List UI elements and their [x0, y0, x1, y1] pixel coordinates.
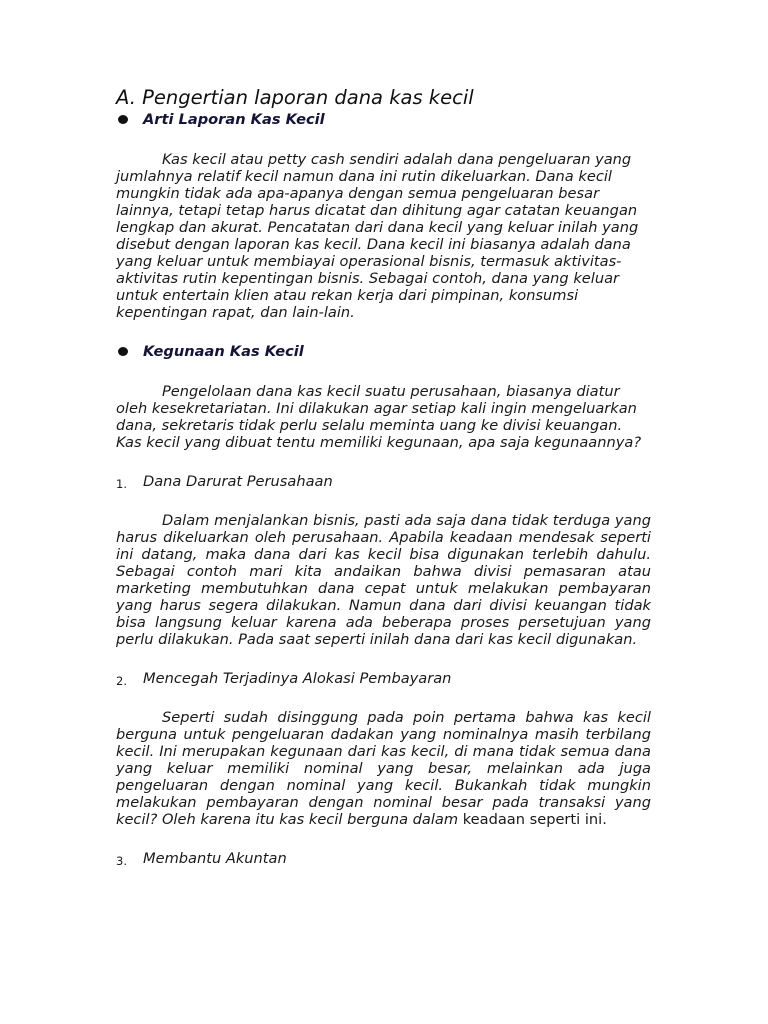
- list-item-3: [116, 850, 651, 868]
- list-item-label: Dana Darurat Perusahaan: [143, 473, 333, 490]
- bullet-icon: [118, 347, 128, 356]
- section-heading-label: Kegunaan Kas Kecil: [143, 343, 304, 360]
- section-heading-kegunaan: [116, 343, 651, 361]
- paragraph-mencegah: [116, 709, 651, 828]
- list-number: 1.: [116, 477, 127, 491]
- section-heading-label: Arti Laporan Kas Kecil: [143, 111, 325, 128]
- paragraph-kegunaan: Pengelolaan dana kas kecil suatu perusahaan, biasanya diatur oleh kesekretariatan. Ini dilakukan agar setiap kali ingin mengeluarkan dana, sekretaris tidak perlu selalu meminta uang ke divisi keuangan. Kas kecil yang dibuat tentu memiliki kegunaan, apa saja kegunaannya?: [116, 383, 642, 451]
- paragraph-body: Seperti sudah disinggung pada poin pertama bahwa kas kecil berguna untuk pengeluaran dadakan yang nominalnya masih terbilang kecil. Ini merupakan kegunaan dari kas kecil, di mana tidak semua dana yang keluar memiliki nominal yang besar, melainkan ada juga pengeluaran dengan nominal yang kecil. Bukankah tidak mungkin melakukan pembayaran dengan nominal besar pada transaksi yang kecil? Oleh karena itu kas kecil berguna dalam: [116, 709, 651, 828]
- paragraph-dana-darurat: Dalam menjalankan bisnis, pasti ada saja dana tidak terduga yang harus dikeluarkan oleh perusahaan. Apabila keadaan mendesak seperti ini datang, maka dana dari kas kecil bisa digunakan terlebih dahulu. Sebagai contoh mari kita andaikan bahwa divisi pemasaran atau marketing membutuhkan dana cepat untuk melakukan pembayaran yang harus segera dilakukan. Namun dana dari divisi keuangan tidak bisa langsung keluar karena ada beberapa proses persetujuan yang perlu dilakukan. Pada saat seperti inilah dana dari kas kecil digunakan.: [116, 512, 651, 648]
- list-item-label: Membantu Akuntan: [143, 850, 287, 867]
- list-number: 2.: [116, 674, 127, 688]
- section-heading-arti: [116, 111, 651, 129]
- document-page: [116, 86, 651, 868]
- paragraph-arti: Kas kecil atau petty cash sendiri adalah dana pengeluaran yang jumlahnya relatif kecil namun dana ini rutin dikeluarkan. Dana kecil mungkin tidak ada apa-apanya dengan semua pengeluaran besar lainnya, tetapi tetap harus dicatat dan dihitung agar catatan keuangan lengkap dan akurat. Pencatatan dari dana kecil yang keluar inilah yang disebut dengan laporan kas kecil. Dana kecil ini biasanya adalah dana yang keluar untuk membiayai operasional bisnis, termasuk aktivitas-aktivitas rutin kepentingan bisnis. Sebagai contoh, dana yang keluar untuk entertain klien atau rekan kerja dari pimpinan, konsumsi kepentingan rapat, dan lain-lain.: [116, 151, 639, 321]
- list-item-2: [116, 670, 651, 688]
- page-title: A. Pengertian laporan dana kas kecil: [116, 86, 474, 109]
- list-number: 3.: [116, 854, 127, 868]
- list-item-1: [116, 473, 651, 491]
- bullet-icon: [118, 115, 128, 124]
- list-item-label: Mencegah Terjadinya Alokasi Pembayaran: [143, 670, 452, 687]
- paragraph-tail: keadaan seperti ini.: [458, 811, 607, 828]
